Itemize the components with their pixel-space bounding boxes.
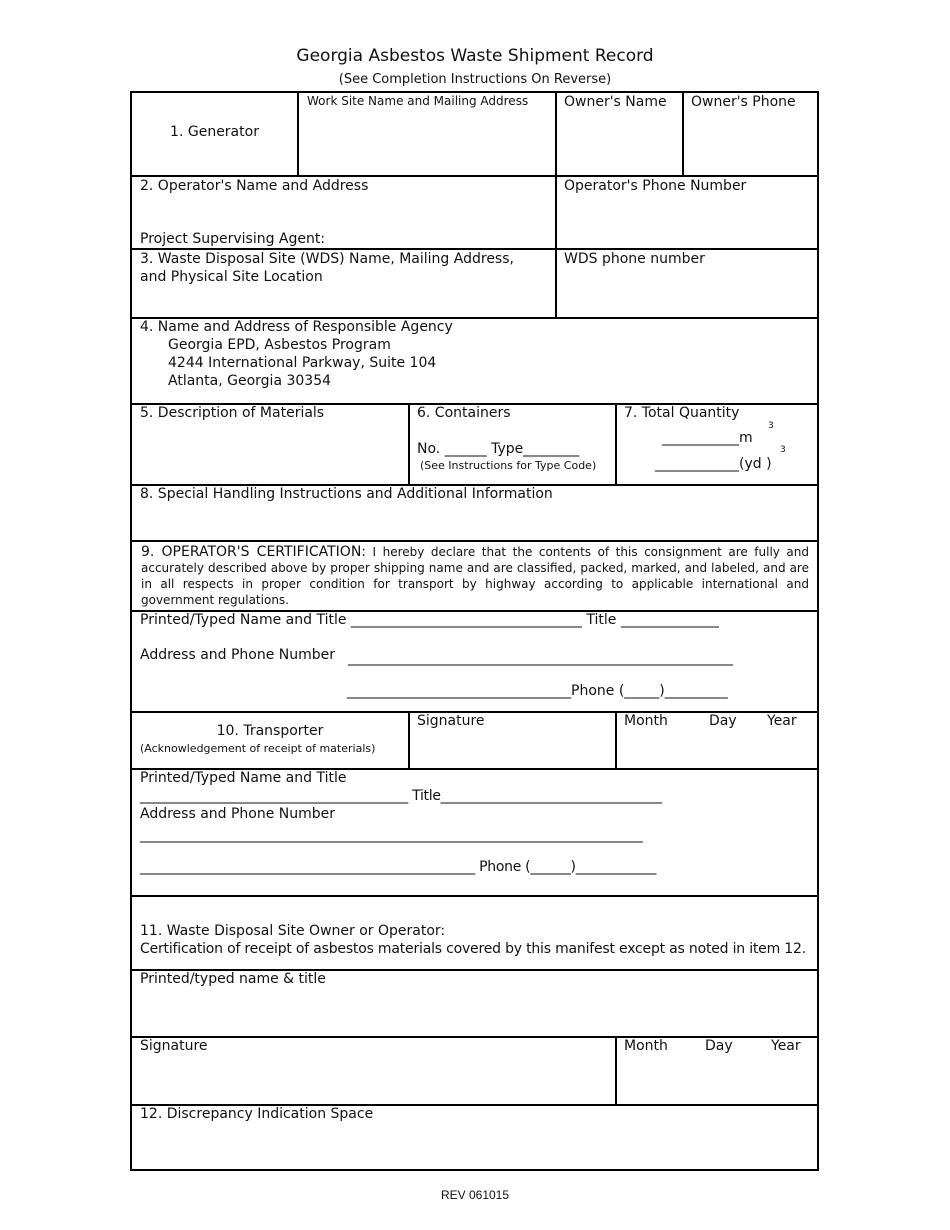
wds-year-label: Year <box>771 1038 801 1054</box>
transporter-signature-field[interactable] <box>410 713 617 768</box>
total-quantity-field[interactable] <box>617 405 819 484</box>
operator-phone-label: Operator's Phone Number <box>564 178 747 194</box>
operator-name-field[interactable] <box>132 177 557 248</box>
generator-row <box>132 93 817 177</box>
form-title: Georgia Asbestos Waste Shipment Record <box>296 46 654 66</box>
transporter-name-line: ________________________________________ Title_________________________________ <box>140 788 662 804</box>
certification-row <box>132 542 817 612</box>
transporter-name-label: Printed/Typed Name and Title <box>140 770 347 786</box>
owner-phone-field[interactable] <box>684 93 819 175</box>
wds-phone-field[interactable] <box>557 250 819 317</box>
owner-name-label: Owner's Name <box>564 94 667 110</box>
wds-name-field[interactable] <box>132 250 557 317</box>
wds-signature-field[interactable] <box>132 1038 617 1104</box>
materials-row <box>132 405 817 486</box>
wds-label-line1: 3. Waste Disposal Site (WDS) Name, Mailing Address, <box>140 251 514 267</box>
certification-heading: 9. OPERATOR'S CERTIFICATION: <box>141 544 367 560</box>
generator-label: 1. Generator <box>170 124 259 140</box>
transporter-date-field[interactable] <box>617 713 819 768</box>
work-site-field[interactable] <box>299 93 557 175</box>
wds-date-field[interactable] <box>617 1038 819 1104</box>
wds-signature-label: Signature <box>140 1038 208 1054</box>
discrepancy-row[interactable] <box>132 1106 817 1169</box>
materials-description-field[interactable] <box>132 405 410 484</box>
total-quantity-label: 7. Total Quantity <box>624 405 740 421</box>
agency-label: 4. Name and Address of Responsible Agency <box>140 319 453 335</box>
containers-type-note: (See Instructions for Type Code) <box>420 459 597 472</box>
operator-address-label: Address and Phone Number <box>140 647 336 663</box>
transporter-note: (Acknowledgement of receipt of materials) <box>140 742 376 755</box>
quantity-yd3-line: ____________(yd ) <box>655 456 772 472</box>
transporter-row <box>132 713 817 770</box>
wds-phone-label: WDS phone number <box>564 251 705 267</box>
transporter-signature-label: Signature <box>417 713 485 729</box>
transporter-address-label: Address and Phone Number <box>140 806 336 822</box>
revision-label: REV 061015 <box>440 1188 510 1202</box>
discrepancy-label: 12. Discrepancy Indication Space <box>140 1106 374 1122</box>
transporter-label-cell <box>132 713 410 768</box>
containers-no-type: No. ______ Type________ <box>417 441 580 457</box>
operator-phone-line: ________________________________Phone (_____)_________ <box>347 683 728 699</box>
m3-exponent: 3 <box>768 421 774 431</box>
operator-name-label: 2. Operator's Name and Address <box>140 178 369 194</box>
transporter-details-row[interactable] <box>132 770 817 897</box>
agency-row <box>132 319 817 405</box>
containers-field[interactable] <box>410 405 617 484</box>
special-handling-label: 8. Special Handling Instructions and Additional Information <box>140 486 553 502</box>
operator-signature-row[interactable] <box>132 612 817 713</box>
agency-address-line3: Atlanta, Georgia 30354 <box>168 373 332 389</box>
containers-label: 6. Containers <box>417 405 511 421</box>
wds-day-label: Day <box>705 1038 733 1054</box>
generator-label-cell <box>132 93 299 175</box>
transporter-day-label: Day <box>709 713 737 729</box>
transporter-year-label: Year <box>767 713 797 729</box>
materials-label: 5. Description of Materials <box>140 405 325 421</box>
wds-label-line2: and Physical Site Location <box>140 269 323 285</box>
transporter-month-label: Month <box>624 713 668 729</box>
transporter-phone-line: __________________________________________________ Phone (______)____________ <box>140 859 657 875</box>
transporter-label: 10. Transporter <box>216 723 324 739</box>
wds-owner-label: 11. Waste Disposal Site Owner or Operator: <box>140 923 446 939</box>
yd3-exponent: 3 <box>780 445 786 455</box>
agency-address-line1: Georgia EPD, Asbestos Program <box>168 337 391 353</box>
wds-printed-name-label: Printed/typed name & title <box>140 971 326 987</box>
wds-signature-row <box>132 1038 817 1106</box>
owner-phone-label: Owner's Phone <box>691 94 796 110</box>
wds-printed-name-row[interactable] <box>132 971 817 1038</box>
special-handling-row[interactable] <box>132 486 817 542</box>
work-site-label: Work Site Name and Mailing Address <box>307 94 529 108</box>
owner-name-field[interactable] <box>557 93 684 175</box>
certification-body: I hereby declare that the contents of this consignment are fully and accurately described above by proper shipping name and are classified, packed, marked, and labeled, and are in all respects in proper condition for transport by highway according to applicable international and government regulations. <box>141 545 809 607</box>
operator-printed-name-line: Printed/Typed Name and Title _________________________________ Title ______________ <box>140 612 719 628</box>
shipment-record-form <box>130 91 819 1171</box>
operator-address-line: _______________________________________________________ <box>348 650 733 666</box>
form-subtitle: (See Completion Instructions On Reverse) <box>338 72 612 87</box>
wds-month-label: Month <box>624 1038 668 1054</box>
certification-text <box>141 544 809 608</box>
wds-row <box>132 250 817 319</box>
quantity-m3-line: ___________m <box>662 430 753 446</box>
transporter-address-line: ___________________________________________________________________________ <box>140 827 643 843</box>
wds-owner-certification: Certification of receipt of asbestos materials covered by this manifest except as noted in item 12. <box>140 941 806 957</box>
operator-phone-field[interactable] <box>557 177 819 248</box>
project-agent-label: Project Supervising Agent: <box>140 231 326 247</box>
agency-address-line2: 4244 International Parkway, Suite 104 <box>168 355 437 371</box>
operator-row <box>132 177 817 250</box>
wds-owner-row <box>132 897 817 971</box>
